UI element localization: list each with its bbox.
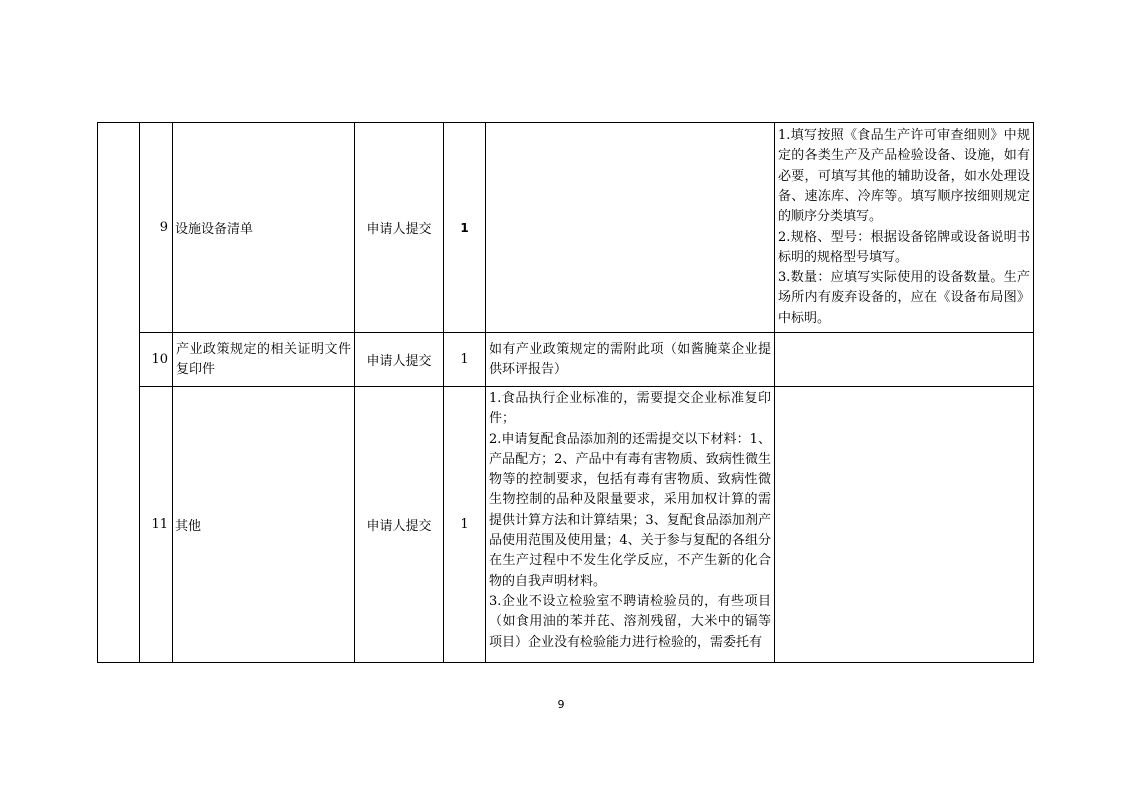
- page-number: 9: [557, 698, 565, 711]
- notes-cell: [775, 123, 1034, 333]
- blank-margin-cell: [98, 123, 140, 663]
- document-table: [97, 122, 1034, 663]
- item-name: 产业政策规定的相关证明文件复印件: [173, 333, 355, 387]
- notes-cell: [775, 333, 1034, 387]
- table-row: [98, 387, 1034, 663]
- requirement-cell: [486, 387, 775, 663]
- note-line: 3.数量：应填写实际使用的设备数量。生产场所内有废弃设备的，应在《设备布局图》中标明。: [778, 270, 1030, 326]
- row-number: 11: [140, 387, 173, 663]
- submitter: 申请人提交: [355, 387, 444, 663]
- note-line: 1.填写按照《食品生产许可审查细则》中规定的各类生产及产品检验设备、设施，如有必要，可填写其他的辅助设备，如水处理设备、速冻库、冷库等。填写顺序按细则规定的顺序分类填写。: [778, 128, 1030, 225]
- requirement: [486, 123, 775, 333]
- table-row: [98, 333, 1034, 387]
- item-name: 其他: [173, 387, 355, 663]
- copies: 1: [444, 123, 486, 333]
- requirement-line: 2.申请复配食品添加剂的还需提交以下材料：1、产品配方；2、产品中有毒有害物质、致病性微生物等的控制要求，包括有毒有害物质、致病性微生物控制的品种及限量要求，采用加权计算的需提供计算方法和计算结果；3、复配食品添加剂产品使用范围及使用量；4、关于参与复配的各组分在生产过程中不发生化学反应，不产生新的化合物的自我声明材料。: [489, 431, 771, 589]
- requirement-line: 3.企业不设立检验室不聘请检验员的，有些项目（如食用油的苯并芘、溶剂残留，大米中的镉等项目）企业没有检验能力进行检验的，需委托有: [489, 593, 771, 650]
- item-name: 设施设备清单: [173, 123, 355, 333]
- row-number: 10: [140, 333, 173, 387]
- copies: 1: [444, 387, 486, 663]
- requirement: 如有产业政策规定的需附此项（如酱腌菜企业提供环评报告）: [486, 333, 775, 387]
- submitter: 申请人提交: [355, 333, 444, 387]
- note-line: 2.规格、型号：根据设备铭牌或设备说明书标明的规格型号填写。: [778, 229, 1030, 265]
- table-row: [98, 123, 1034, 333]
- row-number: 9: [140, 123, 173, 333]
- copies: 1: [444, 333, 486, 387]
- notes-cell: [775, 387, 1034, 663]
- requirement-line: 1.食品执行企业标准的，需要提交企业标准复印件；: [489, 391, 771, 427]
- submitter: 申请人提交: [355, 123, 444, 333]
